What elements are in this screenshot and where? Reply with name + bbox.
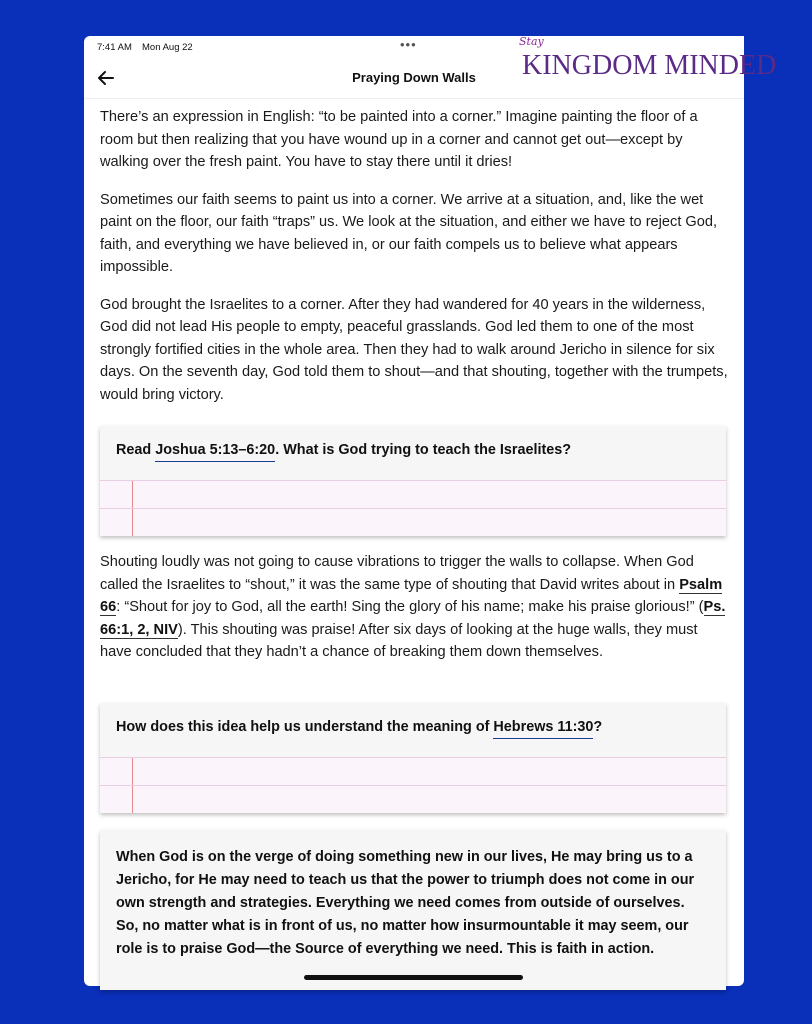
lesson-content bbox=[100, 106, 728, 421]
answer-line[interactable] bbox=[100, 480, 726, 508]
question-suffix: ? bbox=[593, 719, 603, 735]
question-suffix: . What is God trying to teach the Israelites? bbox=[275, 442, 572, 458]
paragraph-israelites: God brought the Israelites to a corner. After they had wandered for 40 years in the wilderness, God did not lead His people to empty, peaceful grasslands. God led them to one of the most strongly fortified cities in the whole area. Then they had to walk around Jericho in silence for six days. On the seventh day, God told them to shout—and that shouting, together with the trumpets, would bring victory. bbox=[100, 296, 728, 403]
bible-link-joshua[interactable]: Joshua 5:13–6:20 bbox=[155, 442, 275, 462]
multitasking-dots-icon[interactable]: ••• bbox=[400, 37, 417, 52]
bible-link-psalm-66[interactable]: Psalm 66 bbox=[100, 576, 723, 615]
answer-line[interactable] bbox=[100, 508, 726, 536]
status-date: Mon Aug 22 bbox=[142, 42, 193, 53]
home-indicator[interactable] bbox=[304, 975, 523, 980]
question-prefix: How does this idea help us understand the meaning of bbox=[116, 719, 494, 735]
paragraph-text: ). This shouting was praise! After six days of looking at the huge walls, they must have concluded that they hadn’t a chance of breaking them down themselves. bbox=[100, 621, 698, 660]
paragraph-corner: There’s an expression in English: “to be painted into a corner.” Imagine painting the floor of a room but then realizing that you have wound up in a corner and cannot get out—except by walking over the fresh paint. You have to stay there until it dries! bbox=[100, 109, 698, 170]
logo-main-text: KINGDOM MINDED bbox=[522, 50, 777, 81]
bible-link-ps-66-1-2[interactable]: Ps. 66:1, 2, NIV bbox=[100, 599, 726, 638]
bible-link-hebrews[interactable]: Hebrews 11:30 bbox=[493, 719, 593, 739]
question-box-joshua bbox=[100, 426, 726, 536]
question-text bbox=[100, 426, 726, 480]
summary-text: When God is on the verge of doing something new in our lives, He may bring us to a Jericho, for He may need to teach us that the power to triumph does not come in our own strength and strategies. Everything we need comes from outside of ourselves. So, no matter what is in front of us, no matter how insurmountable it may seem, our role is to praise God—the Source of everything we need. This is faith in action. bbox=[116, 849, 695, 957]
status-time: 7:41 AM bbox=[97, 42, 132, 53]
question-box-hebrews bbox=[100, 703, 726, 813]
app-window bbox=[84, 35, 777, 986]
paragraph-shouting bbox=[100, 551, 728, 664]
paragraph-text: : “Shout for joy to God, all the earth! Sing the glory of his name; make his praise glorious!” ( bbox=[116, 599, 704, 615]
page-title: Praying Down Walls bbox=[352, 70, 476, 85]
lesson-content-2 bbox=[100, 551, 728, 679]
summary-box bbox=[100, 830, 726, 990]
logo-stay-text: Stay bbox=[519, 35, 544, 48]
question-text bbox=[100, 703, 726, 757]
question-prefix: Read bbox=[116, 442, 156, 458]
paragraph-text: Shouting loudly was not going to cause vibrations to trigger the walls to collapse. When God called the Israelites to “shout,” it was the same type of shouting that David writes about in bbox=[100, 554, 694, 593]
answer-line[interactable] bbox=[100, 757, 726, 785]
kingdom-minded-logo bbox=[516, 35, 777, 92]
paragraph-faith: Sometimes our faith seems to paint us into a corner. We arrive at a situation, and, like the wet paint on the floor, our faith “traps” us. We look at the situation, and either we have to reject God, faith, and everything we have believed in, or our faith compels us to believe what appears impossible. bbox=[100, 191, 718, 275]
answer-line[interactable] bbox=[100, 785, 726, 813]
